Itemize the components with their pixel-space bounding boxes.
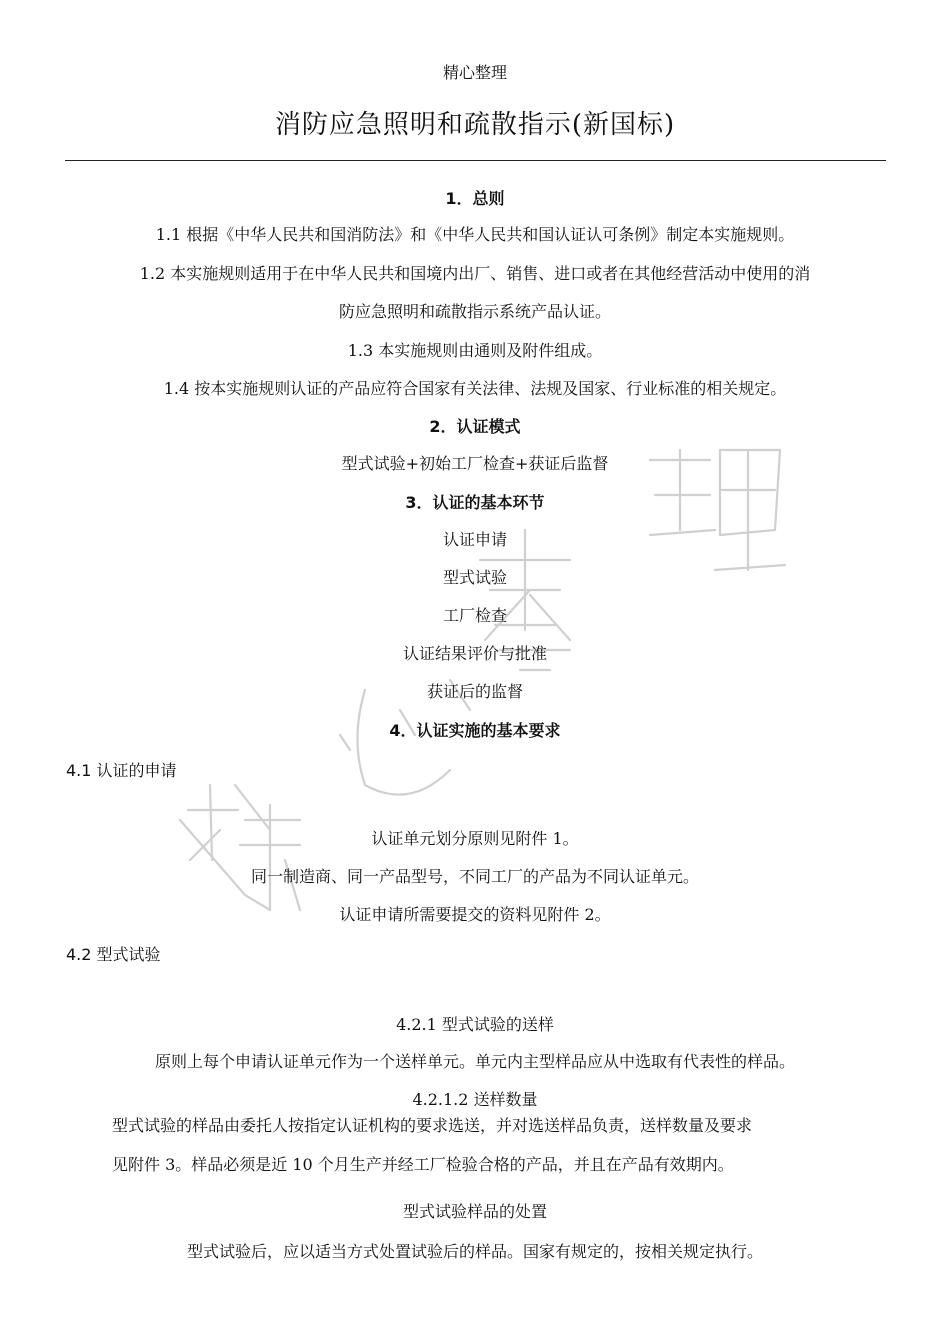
paragraph-4-2-1-2-line-1: 型式试验的样品由委托人按指定认证机构的要求选送，并对选送样品负责，送样数量及要求 <box>112 1116 753 1135</box>
header-note: 精心整理 <box>442 63 507 82</box>
paragraph-2-1: 型式试验+初始工厂检查+获证后监督 <box>341 454 609 473</box>
list-item: 认证结果评价与批准 <box>402 644 547 663</box>
paragraph-1-4: 1.4 按本实施规则认证的产品应符合国家有关法律、法规及国家、行业标准的相关规定。 <box>163 379 787 398</box>
list-item: 型式试验 <box>442 568 507 587</box>
paragraph-4-2-1-2-line-2: 见附件 3。样品必须是近 10 个月生产并经工厂检验合格的产品，并且在产品有效期内。 <box>112 1155 734 1174</box>
document-title: 消防应急照明和疏散指示(新国标) <box>274 110 676 140</box>
section-4-heading: 4．认证实施的基本要求 <box>389 721 561 740</box>
paragraph-1-2-line-1: 1.2 本实施规则适用于在中华人民共和国境内出厂、销售、进口或者在其他经营活动中使用的消 <box>139 264 811 283</box>
paragraph-1-3: 1.3 本实施规则由通则及附件组成。 <box>347 341 603 360</box>
subsection-4-1-heading: 4.1 认证的申请 <box>66 761 177 780</box>
subsection-4-2-1-heading: 4.2.1 型式试验的送样 <box>396 1015 554 1034</box>
list-item: 认证申请 <box>442 530 507 549</box>
sample-disposal-heading: 型式试验样品的处置 <box>402 1202 547 1221</box>
subsection-4-2-heading: 4.2 型式试验 <box>66 945 161 964</box>
section-1-heading: 1．总则 <box>445 189 505 208</box>
sample-disposal-paragraph: 型式试验后，应以适当方式处置试验后的样品。国家有规定的，按相关规定执行。 <box>186 1242 763 1261</box>
paragraph-4-1-2: 同一制造商、同一产品型号，不同工厂的产品为不同认证单元。 <box>250 867 699 886</box>
paragraph-1-2-line-2: 防应急照明和疏散指示系统产品认证。 <box>338 302 611 321</box>
subsection-4-2-1-2-heading: 4.2.1.2 送样数量 <box>412 1090 538 1109</box>
paragraph-4-2-1: 原则上每个申请认证单元作为一个送样单元。单元内主型样品应从中选取有代表性的样品。 <box>154 1052 795 1071</box>
title-divider <box>65 160 886 161</box>
list-item: 获证后的监督 <box>426 682 523 701</box>
paragraph-4-1-1: 认证单元划分原则见附件 1。 <box>371 829 579 848</box>
paragraph-4-1-3: 认证申请所需要提交的资料见附件 2。 <box>339 905 611 924</box>
list-item: 工厂检查 <box>442 606 507 625</box>
section-2-heading: 2．认证模式 <box>429 417 521 436</box>
paragraph-1-1: 1.1 根据《中华人民共和国消防法》和《中华人民共和国认证认可条例》制定本实施规则。 <box>155 225 795 244</box>
section-3-heading: 3．认证的基本环节 <box>405 493 545 512</box>
